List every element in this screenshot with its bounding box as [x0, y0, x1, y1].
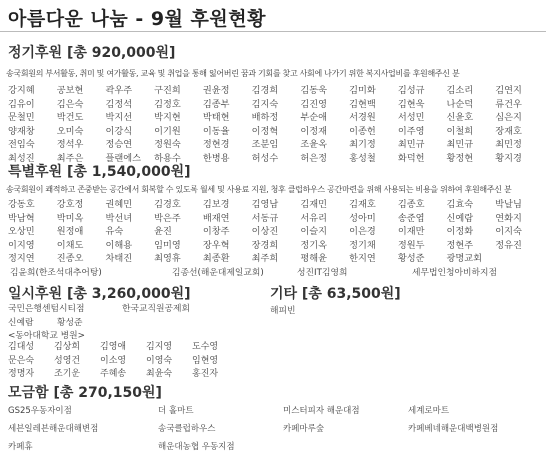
- regular-donor-grid: [6, 84, 542, 165]
- donor-name: 김소리: [446, 85, 474, 96]
- donor-name: 권윤정: [202, 85, 230, 96]
- other-heading: 기타 [총 63,500원]: [270, 286, 401, 302]
- donor-name: 이동율: [202, 125, 230, 137]
- donor-name: 김지숙: [251, 98, 279, 110]
- donor-name: 박지선: [105, 112, 133, 123]
- donor-name: 홍성철: [349, 152, 376, 164]
- donor-name: 신예람: [446, 212, 474, 224]
- fundbox-location: 해운대농협 우동지점: [158, 442, 235, 452]
- donor-name: 김유이: [8, 98, 35, 110]
- donor-name: 신윤호: [446, 112, 474, 123]
- donor-name: 이재만: [397, 226, 425, 237]
- donor-name: 서동규: [251, 212, 279, 224]
- donor-name: 김영남: [251, 199, 279, 210]
- onetime-donor-grid: [8, 341, 238, 382]
- donor-name: 최영휴: [154, 253, 181, 264]
- onetime-group-label: <동아대학교 병원>: [8, 331, 86, 341]
- donor-name: 강동호: [8, 199, 35, 210]
- donor-name: 김재민: [300, 199, 327, 210]
- special-org: 김윤희(한조석대추어탕): [10, 268, 102, 278]
- special-org: 성진IT김영희: [297, 268, 348, 278]
- donor-name: 심은지: [495, 112, 522, 123]
- fundbox-location: 더 홀마트: [158, 406, 194, 416]
- donor-name: 최윤숙: [146, 369, 173, 379]
- donor-name: 이슬지: [300, 226, 327, 237]
- donor-name: 평해윤: [300, 253, 327, 264]
- donor-name: 화덕헌: [397, 152, 425, 164]
- donor-name: 이소영: [100, 355, 127, 366]
- donor-name: 이기원: [154, 125, 181, 137]
- special-org: 세무법인청아비하지점: [412, 268, 497, 278]
- fundbox-location: 카페휴: [8, 442, 33, 452]
- donor-name: 하용수: [154, 152, 181, 164]
- donor-name: 유숙: [105, 226, 124, 237]
- fundbox-location: 세븐일레븐해운대해변점: [8, 424, 99, 434]
- donor-name: 허은정: [300, 152, 327, 164]
- donor-name: 이주영: [397, 125, 425, 137]
- donor-name: 황성준: [397, 253, 425, 264]
- donor-name: 강지혜: [8, 85, 35, 96]
- regular-heading: 정기후원 [총 920,000원]: [8, 45, 176, 61]
- donor-name: 이영숙: [146, 355, 173, 366]
- donor-name: 김동욱: [300, 85, 327, 96]
- donor-name: 이해용: [105, 239, 133, 251]
- donor-name: 김지영: [146, 342, 173, 352]
- donor-name: 성영건: [54, 355, 81, 366]
- donor-name: 윤진: [154, 226, 172, 237]
- donor-name: 이종헌: [349, 125, 376, 137]
- donor-name: 최주은: [56, 152, 84, 164]
- donor-name: 박선녀: [105, 212, 133, 224]
- donor-name: 박지현: [154, 112, 181, 123]
- donor-name: 배하정: [251, 112, 279, 123]
- regular-description: 송국회원의 부서활동, 취미 및 여가활동, 교육 및 취업을 통해 잃어버린 꿈과 기회를 찾고 사회에 나가기 위한 복지사업비를 후원해주신 분: [6, 69, 460, 78]
- donor-name: 차태진: [105, 253, 133, 264]
- donor-name: 박남혁: [8, 212, 35, 224]
- donor-name: 양재창: [8, 125, 35, 137]
- donor-name: 이채도: [56, 239, 84, 251]
- donor-name: 서경원: [349, 112, 376, 123]
- donor-name: 최성진: [8, 152, 35, 164]
- donor-name: 이은경: [349, 226, 376, 237]
- donor-name: 김종부: [202, 98, 230, 110]
- donor-name: 문은숙: [8, 355, 35, 366]
- donor-name: 류건우: [495, 98, 522, 110]
- onetime-donor: 신예람: [8, 318, 34, 328]
- donor-name: 김연지: [495, 85, 522, 96]
- donor-name: 오상민: [8, 226, 35, 237]
- fundbox-location: 송국클럽하우스: [158, 424, 216, 434]
- donor-name: 조기운: [54, 369, 81, 379]
- donor-name: 정유진: [495, 239, 522, 251]
- donor-name: 광명교회: [446, 253, 483, 264]
- donor-name: 공보현: [56, 85, 84, 96]
- donor-name: 이정화: [446, 226, 474, 237]
- special-org: 김종선(해운대제일교회): [172, 268, 264, 278]
- donor-name: 허성수: [251, 152, 279, 164]
- donor-name: 황지경: [495, 152, 522, 164]
- donor-name: 김현욱: [397, 98, 425, 110]
- donor-name: 원정애: [56, 226, 84, 237]
- donor-name: 김종호: [397, 199, 425, 210]
- donor-name: 박미옥: [56, 212, 84, 224]
- donor-name: 김재호: [349, 199, 376, 210]
- fundbox-heading: 모금함 [총 270,150원]: [8, 385, 162, 401]
- donor-name: 이철희: [446, 125, 474, 137]
- donor-name: 박건도: [56, 112, 84, 123]
- donor-name: 구진희: [154, 85, 181, 96]
- donor-name: 임현영: [192, 355, 219, 366]
- donor-name: 이지숙: [495, 226, 522, 237]
- donor-name: 정원두: [397, 239, 425, 251]
- donor-name: 김진영: [300, 98, 327, 110]
- donor-name: 주혜송: [100, 369, 127, 379]
- fundbox-location: [283, 438, 408, 456]
- donor-name: 김미화: [349, 85, 376, 96]
- donor-name: 이창주: [202, 226, 230, 237]
- donor-name: 진종오: [56, 253, 84, 264]
- donor-name: 정명자: [8, 369, 35, 379]
- donor-name: 연화지: [495, 212, 522, 224]
- donor-name: 정석우: [56, 139, 84, 150]
- onetime-org: 한국교직원공제회: [122, 304, 190, 314]
- special-description: 송국회원이 쾌적하고 존중받는 공간에서 회복할 수 있도록 월세 및 사용료 지원, 청후 클럽하우스 공간마련을 위해 사용되는 비용을 위하여 후원해주신 분: [6, 185, 512, 194]
- donor-name: 임미영: [154, 239, 181, 251]
- special-donor-grid: [6, 198, 542, 266]
- donor-name: 오미숙: [56, 125, 84, 137]
- donor-name: 최주희: [251, 253, 279, 264]
- onetime-org: 국민은행센텀시티점: [8, 304, 85, 314]
- donor-name: 최종환: [202, 253, 230, 264]
- onetime-heading: 일시후원 [총 3,260,000원]: [8, 286, 191, 302]
- donor-name: 박은주: [154, 212, 181, 224]
- donor-name: 서성민: [397, 112, 425, 123]
- fundbox-location: [408, 438, 528, 456]
- fundbox-location: 카페베네해운대백병원점: [408, 424, 499, 434]
- donor-name: 최민정: [495, 139, 522, 150]
- donor-name: 황정현: [446, 152, 474, 164]
- donor-name: 박날님: [495, 199, 522, 210]
- donor-name: 김은숙: [56, 98, 84, 110]
- page-title: 아름다운 나눔 - 9월 후원현황: [8, 8, 266, 30]
- donor-name: 김상희: [54, 342, 81, 352]
- donor-name: 최민규: [446, 139, 474, 150]
- donor-name: 성아미: [349, 212, 376, 224]
- donor-name: 문철민: [8, 112, 35, 123]
- donor-name: 장경희: [251, 239, 279, 251]
- donor-name: 플랜에스: [105, 152, 141, 164]
- donor-name: 나순덕: [446, 98, 474, 110]
- fundbox-location-grid: [8, 402, 528, 456]
- donor-name: 정현경: [202, 139, 230, 150]
- other-donor: 해피빈: [270, 306, 296, 316]
- donor-name: 이지영: [8, 239, 35, 251]
- donor-name: 한병용: [202, 152, 230, 164]
- title-divider: [0, 31, 546, 32]
- donor-name: 김영애: [100, 342, 127, 352]
- donor-name: 도수영: [192, 342, 219, 352]
- fundbox-location: 세계로마트: [408, 406, 450, 416]
- donor-name: 김효숙: [446, 199, 474, 210]
- donor-name: 서유리: [300, 212, 327, 224]
- fundbox-location: 미스터피자 해운대점: [283, 406, 360, 416]
- donor-name: 정기옥: [300, 239, 327, 251]
- donor-name: 김정석: [105, 98, 133, 110]
- donor-name: 박태현: [202, 112, 230, 123]
- donor-name: 이정재: [300, 125, 327, 137]
- donor-name: 정승연: [105, 139, 133, 150]
- donor-name: 조윤옥: [300, 139, 327, 150]
- donor-name: 부순애: [300, 112, 327, 123]
- donor-name: 김경희: [251, 85, 279, 96]
- donor-name: 홍진자: [192, 369, 219, 379]
- donor-name: 정기채: [349, 239, 376, 251]
- donor-name: 정원숙: [154, 139, 181, 150]
- donor-name: 강호정: [56, 199, 84, 210]
- donor-name: 정현주: [446, 239, 474, 251]
- donor-name: 김경호: [154, 199, 181, 210]
- donor-name: 장우혁: [202, 239, 230, 251]
- donor-name: 김보경: [202, 199, 230, 210]
- fundbox-location: 카페마루숲: [283, 424, 325, 434]
- donor-name: 송준엽: [397, 212, 425, 224]
- donor-name: 권혜민: [105, 199, 133, 210]
- donor-name: 김대성: [8, 342, 35, 352]
- donor-name: 김정호: [154, 98, 181, 110]
- fundbox-location: GS25우동자이점: [8, 406, 72, 416]
- donor-name: 김성규: [397, 85, 425, 96]
- donor-name: 김현백: [349, 98, 376, 110]
- donor-name: 이강식: [105, 125, 133, 137]
- donor-name: 배재연: [202, 212, 230, 224]
- onetime-donor: 황성준: [57, 318, 83, 328]
- donor-name: 한지연: [349, 253, 376, 264]
- donor-name: 조분임: [251, 139, 279, 150]
- donor-name: 장재호: [495, 125, 522, 137]
- donor-name: 전임숙: [8, 139, 35, 150]
- donor-name: 곽우주: [105, 85, 133, 96]
- donor-name: 이상진: [251, 226, 279, 237]
- donor-name: 최기정: [349, 139, 376, 150]
- special-heading: 특별후원 [총 1,540,000원]: [8, 164, 191, 180]
- donor-name: 최민규: [397, 139, 425, 150]
- donor-name: 정지연: [8, 253, 35, 264]
- donor-name: 이정혁: [251, 125, 279, 137]
